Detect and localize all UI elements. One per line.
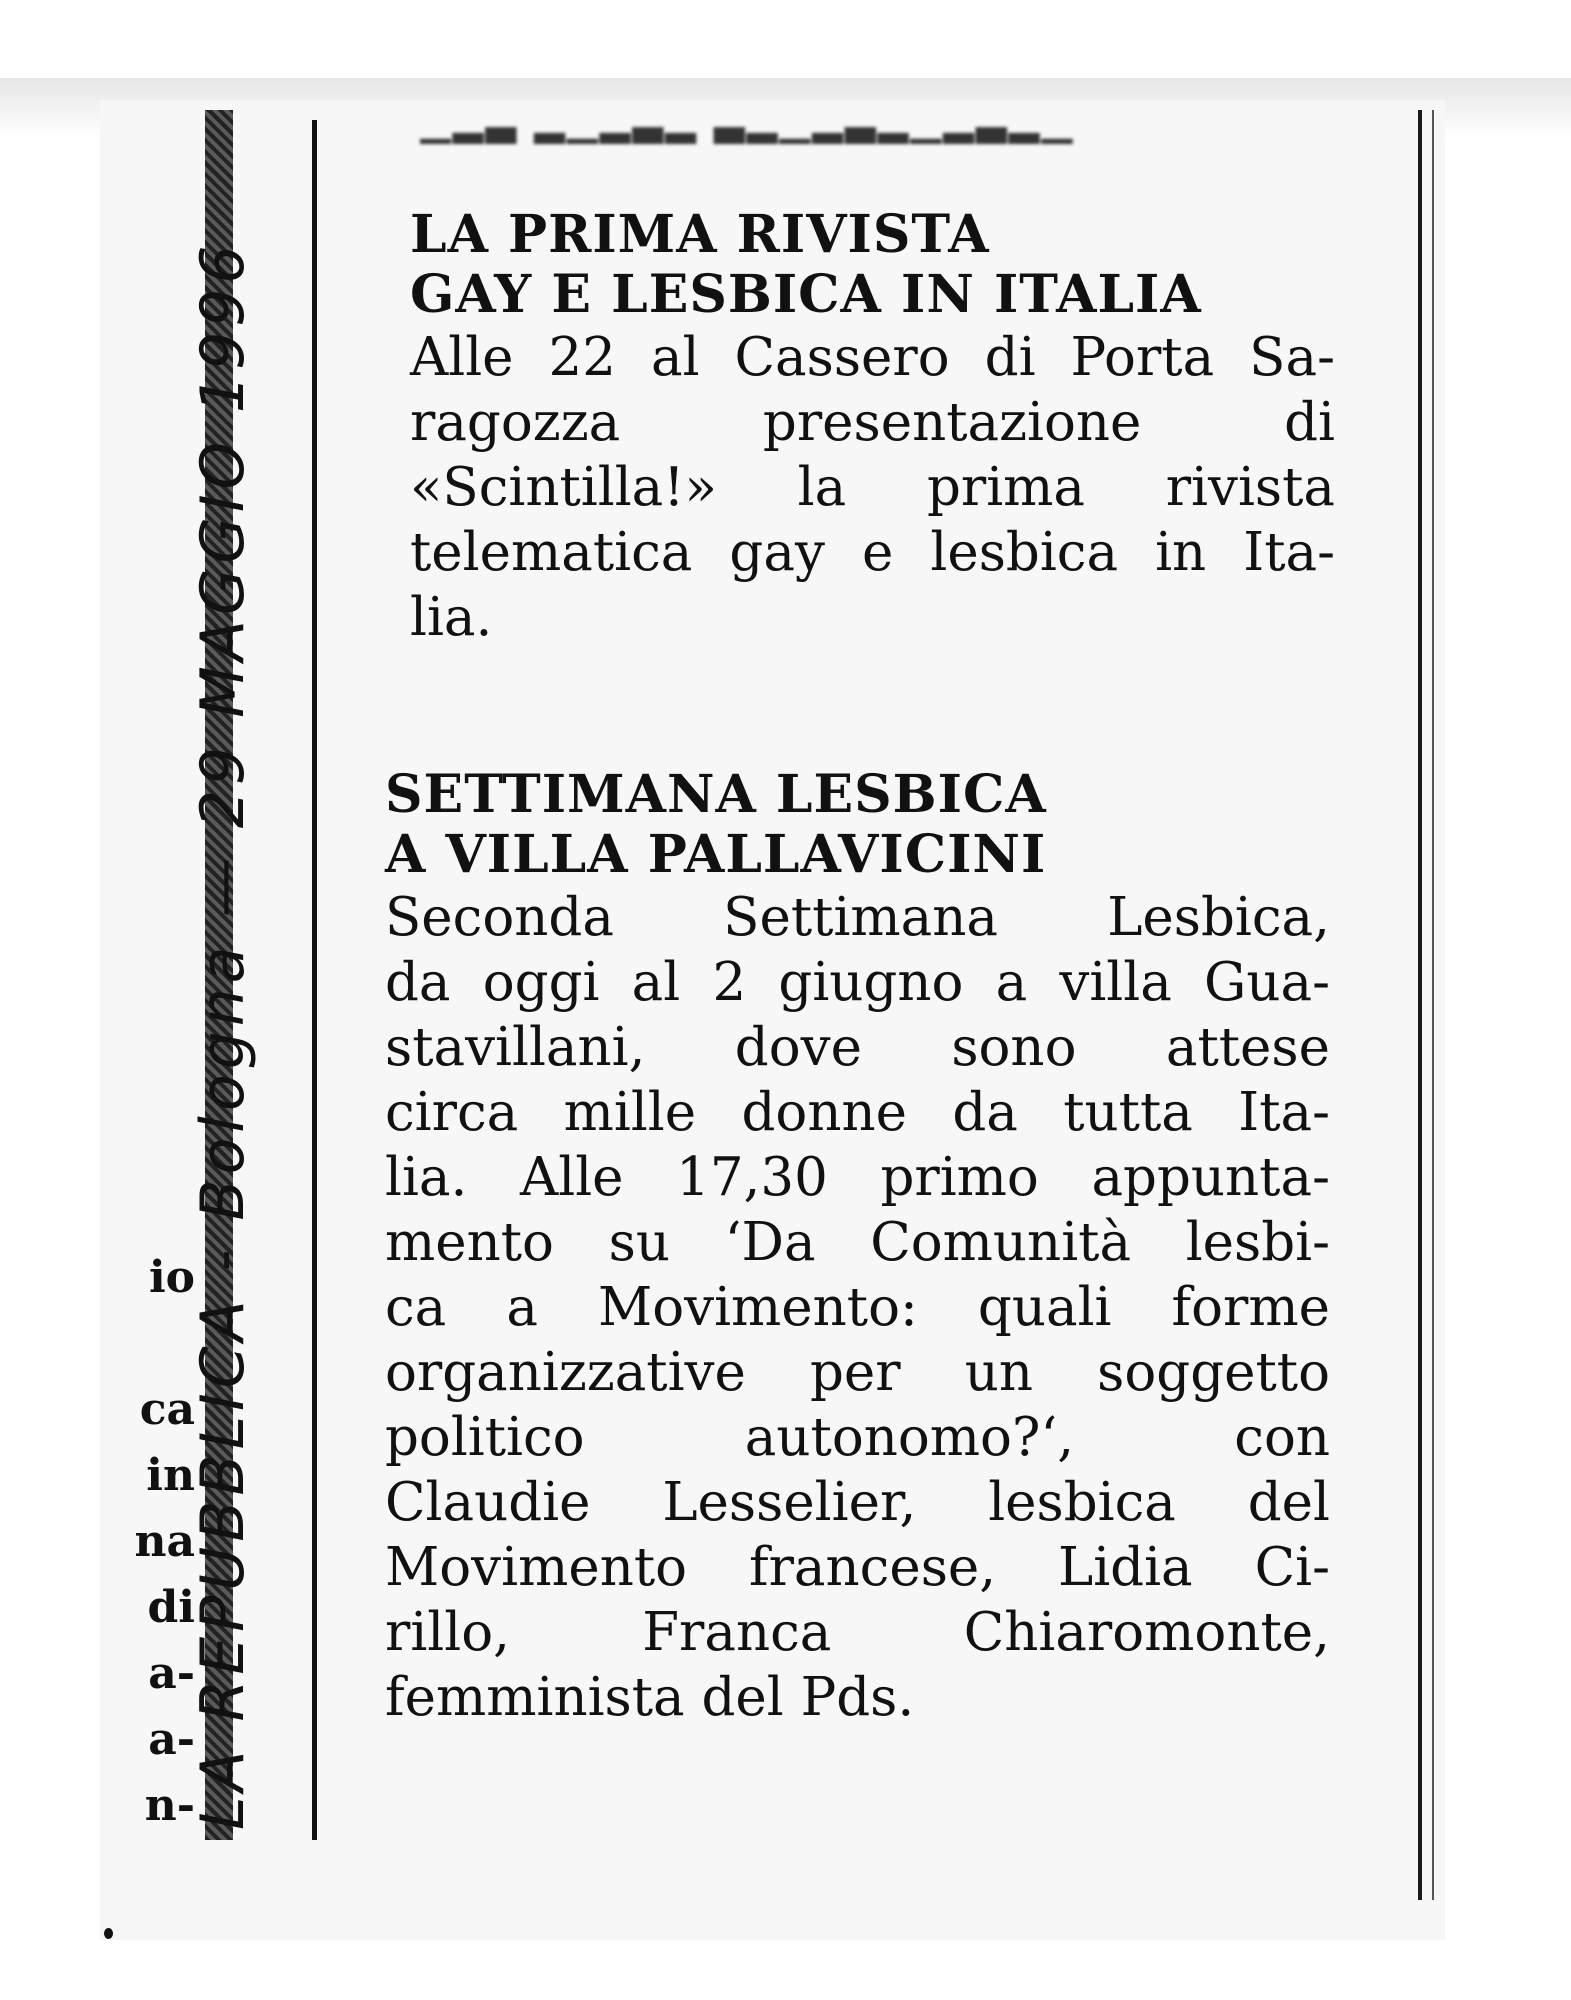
body-line: lia. [410, 587, 493, 648]
fragment: di [147, 1582, 195, 1633]
body-line: organizzative per un soggetto [385, 1342, 1330, 1403]
body-line: Seconda Settimana Lesbica, [385, 887, 1330, 948]
body-line: lia. Alle 17,30 primo appunta- [385, 1147, 1330, 1208]
body-line: rillo, Franca Chiaromonte, [385, 1602, 1330, 1663]
fragment: in [146, 1450, 195, 1501]
body-line: Alle 22 al Cassero di Porta Sa- [410, 327, 1335, 388]
fragment: io [148, 1252, 195, 1303]
headline-line: LA PRIMA RIVISTA [410, 204, 990, 265]
article-settimana-lesbica [385, 765, 1330, 1730]
column-rule [312, 120, 317, 1840]
article-body [410, 325, 1335, 650]
body-line: Claudie Lesselier, lesbica del [385, 1472, 1330, 1533]
fragment: a- [148, 1714, 195, 1765]
handwritten-source-note [178, 240, 268, 1830]
body-line: mento su ‘Da Comunità lesbi- [385, 1212, 1330, 1273]
article-body [385, 885, 1330, 1730]
fragment: a- [148, 1648, 195, 1699]
right-edge-rule [1418, 110, 1422, 1900]
body-line: telematica gay e lesbica in Ita- [410, 522, 1335, 583]
body-line: circa mille donne da tutta Ita- [385, 1082, 1330, 1143]
right-edge-rule-thin [1432, 110, 1434, 1900]
headline-line: A VILLA PALLAVICINI [385, 824, 1047, 885]
fragment: ca [139, 1384, 195, 1435]
body-line: Movimento francese, Lidia Ci- [385, 1537, 1330, 1598]
headline-line: GAY E LESBICA IN ITALIA [410, 264, 1202, 325]
headline [385, 765, 1330, 885]
body-line: ca a Movimento: quali forme [385, 1277, 1330, 1338]
body-line: stavillani, dove sono attese [385, 1017, 1330, 1078]
body-line: da oggi al 2 giugno a villa Gua- [385, 952, 1330, 1013]
body-line: femminista del Pds. [385, 1667, 915, 1728]
fragment: n- [144, 1780, 195, 1831]
body-line: «Scintilla!» la prima rivista [410, 457, 1335, 518]
body-line: ragozza presentazione di [410, 392, 1335, 453]
headline-line: SETTIMANA LESBICA [385, 764, 1047, 825]
article-scintilla [410, 205, 1335, 650]
headline [410, 205, 1335, 325]
scan-speck [104, 1928, 113, 1939]
fragment: na [134, 1516, 195, 1567]
body-line: politico autonomo?‘, con [385, 1407, 1330, 1468]
handwritten-text: LA REPUBBLICA - Bologna — 29 MAGGIO 1996 [188, 240, 258, 1830]
cropped-top-text: ▁▂▃ ▂▁▂▃▂ ▃▂▁▂▃▂▁▂▃▂▁ [420, 98, 1075, 144]
